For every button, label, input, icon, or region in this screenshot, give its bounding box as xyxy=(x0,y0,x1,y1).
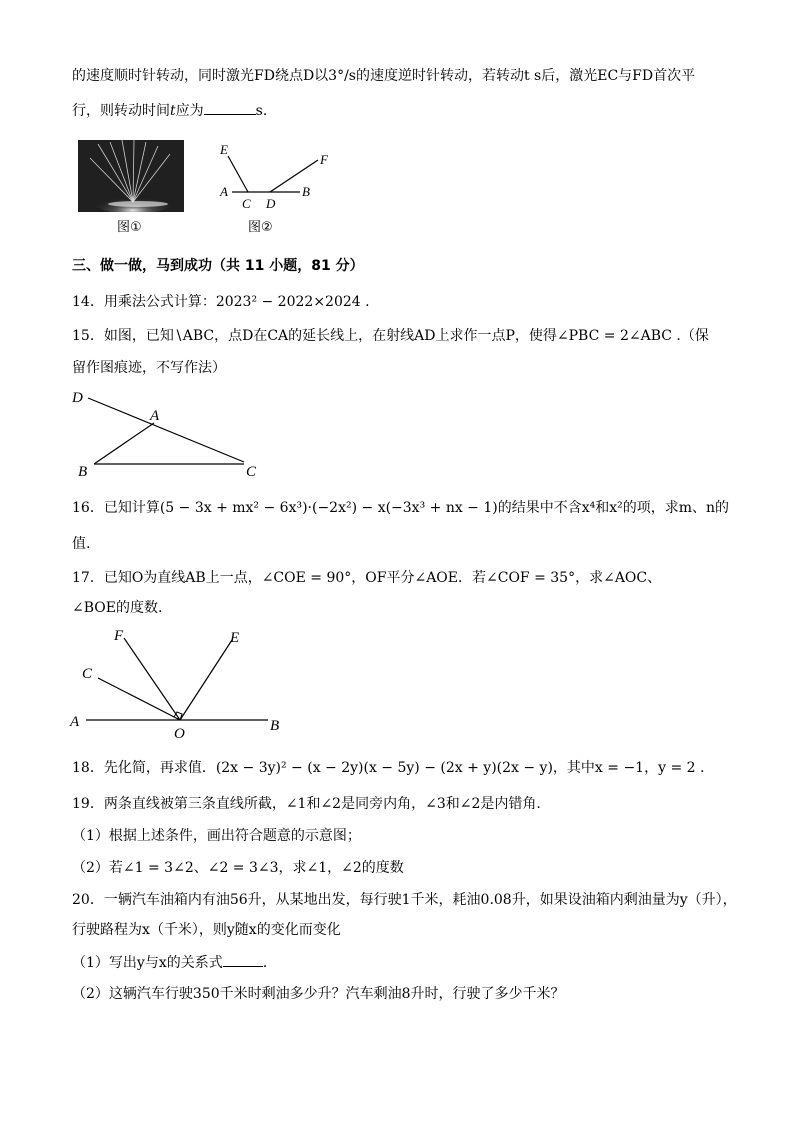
ray-of xyxy=(124,638,180,720)
q15-figure xyxy=(70,384,270,480)
q20-part1-text: （1）写出y与x的关系式 xyxy=(72,955,223,971)
q17-angle-diagram xyxy=(68,626,298,742)
q13-figure-2-caption: 图② xyxy=(248,220,273,235)
q13-line2-text-b: 应为 xyxy=(175,103,204,119)
label-b: B xyxy=(78,464,88,480)
q20-answer-blank[interactable] xyxy=(223,952,263,967)
q18-text: 18．先化简，再求值．(2x − 3y)² − (x − 2y)(x − 5y) − (2x + y)(2x − y)，其中x = −1，y = 2 . xyxy=(72,760,705,776)
label-c: C xyxy=(246,464,257,480)
q19-part1: （1）根据上述条件，画出符合题意的示意图； xyxy=(72,828,361,844)
label-a: A xyxy=(70,714,80,730)
label-c: C xyxy=(242,196,251,211)
q20-part2: （2）这辆汽车行驶350千米时剩油多少升？汽车剩油8升时，行驶了多少千米？ xyxy=(72,986,565,1002)
segment-ba xyxy=(94,423,154,464)
q13-figure-2 xyxy=(210,138,340,218)
q13-line1: 的速度顺时针转动，同时激光FD绕点D以3°/s的速度逆时针转动，若转动t s后，激光EC与FD首次平 xyxy=(72,68,696,84)
label-e: E xyxy=(220,142,228,157)
section-3-title: 三、做一做，马到成功（共 11 小题，81 分） xyxy=(72,258,364,274)
q19-part2: （2）若∠1 = 3∠2、∠2 = 3∠3，求∠1，∠2的度数 xyxy=(72,860,404,876)
label-b: B xyxy=(302,184,310,199)
label-e: E xyxy=(230,630,240,646)
label-o: O xyxy=(174,726,185,742)
ray-oc xyxy=(98,678,180,720)
label-f: F xyxy=(114,628,124,644)
label-a: A xyxy=(150,408,160,424)
ray-oe xyxy=(180,640,232,720)
label-f: F xyxy=(320,152,328,167)
q19-line1: 19．两条直线被第三条直线所截，∠1和∠2是同旁内角，∠3和∠2是内错角. xyxy=(72,796,541,812)
q13-line2-t: t xyxy=(170,103,176,119)
q15-triangle-diagram xyxy=(70,384,270,480)
label-b: B xyxy=(270,718,280,734)
label-a: A xyxy=(220,184,228,199)
q16-line2: 值. xyxy=(72,536,91,552)
q17-figure xyxy=(68,626,298,742)
label-d: D xyxy=(72,390,83,406)
q15-line2: 留作图痕迹，不写作法） xyxy=(72,360,226,376)
q13-line2 xyxy=(72,100,267,121)
q14-text: 14．用乘法公式计算：2023² − 2022×2024 . xyxy=(72,294,370,310)
label-c: C xyxy=(82,666,93,682)
ray-df xyxy=(270,160,318,192)
q15-line1: 15．如图，已知∖ABC，点D在CA的延长线上，在射线AD上求作一点P，使得∠PBC = 2∠ABC .（保 xyxy=(72,328,709,344)
ray-ce xyxy=(228,156,248,192)
q13-answer-blank[interactable] xyxy=(204,100,256,115)
q20-line1: 20．一辆汽车油箱内有油56升，从某地出发，每行驶1千米，耗油0.08升，如果设油箱内剩油量为y（升）， xyxy=(72,892,737,908)
q13-figure-1 xyxy=(78,140,184,212)
q20-line2: 行驶路程为x（千米），则y随x的变化而变化 xyxy=(72,922,341,938)
label-d: D xyxy=(266,196,276,211)
q13-line2-text-a: 行，则转动时间 xyxy=(72,103,170,119)
q20-part1 xyxy=(72,952,267,973)
q13-line2-unit: s. xyxy=(255,103,268,119)
laser-photo-image xyxy=(78,140,184,212)
q13-figure-2-diagram xyxy=(210,138,340,218)
q17-line1: 17．已知O为直线AB上一点，∠COE = 90°，OF平分∠AOE．若∠COF = 35°，求∠AOC、 xyxy=(72,570,662,586)
q20-part1-end: . xyxy=(262,955,268,971)
q13-figure-1-caption: 图① xyxy=(117,220,142,235)
q17-line2: ∠BOE的度数. xyxy=(72,600,163,616)
q16-line1: 16．已知计算(5 − 3x + mx² − 6x³)·(−2x²) − x(−3x³ + nx − 1)的结果中不含x⁴和x²的项，求m、n的 xyxy=(72,500,730,516)
